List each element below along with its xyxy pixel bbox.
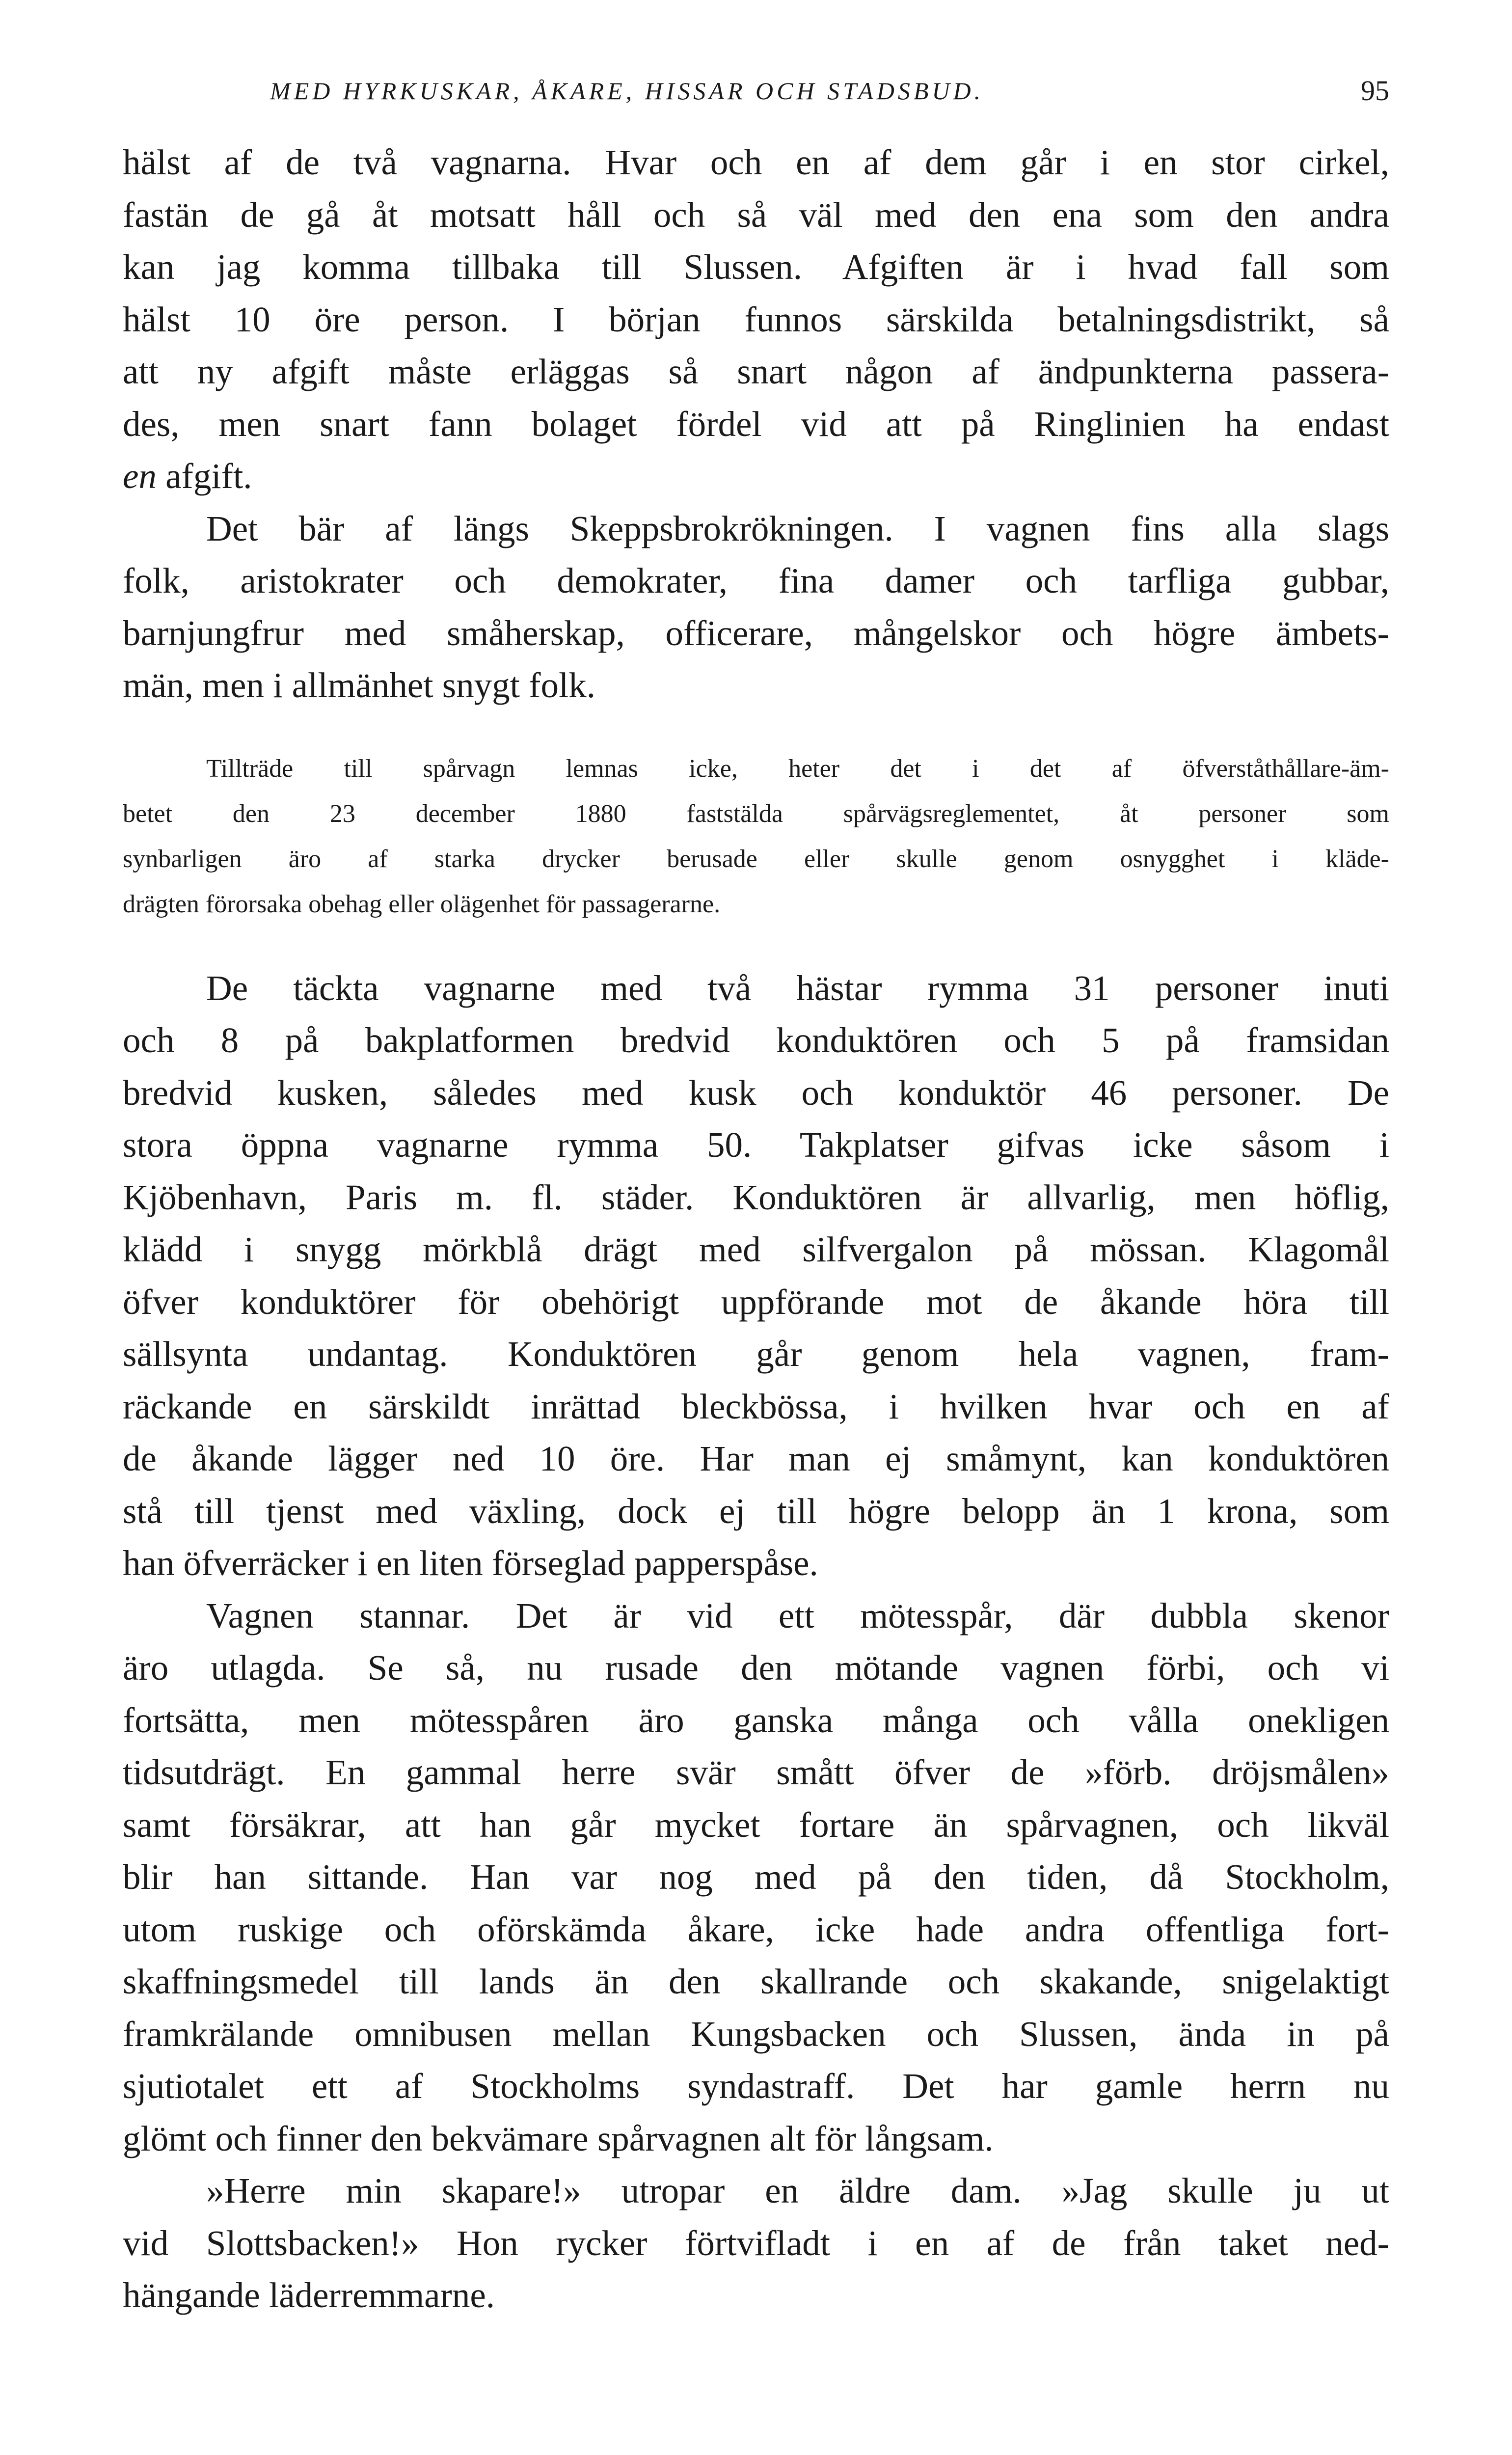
text-line: fastän de gå åt motsatt håll och så väl med den ena som den andra	[123, 194, 1389, 235]
text-line: klädd i snygg mörkblå drägt med silfvergalon på mössan. Klagomål	[123, 1229, 1389, 1269]
text-line: kan jag komma tillbaka till Slussen. Afgiften är i hvad fall som	[123, 247, 1389, 287]
note-line: betet den 23 december 1880 faststälda spårvägsreglementet, åt personer som	[123, 799, 1389, 828]
text-line: öfver konduktörer för obehörigt uppförande mot de åkande höra till	[123, 1282, 1389, 1322]
paragraph-3	[123, 962, 1389, 1590]
text-line: vid Slottsbacken!» Hon rycker förtvifladt i en af de från taket ned-	[123, 2223, 1389, 2263]
text-line: räckande en särskildt inrättad bleckbössa, i hvilken hvar och en af	[123, 1386, 1389, 1426]
paragraph-1	[123, 136, 1389, 503]
text-line: blir han sittande. Han var nog med på den tiden, då Stockholm,	[123, 1857, 1389, 1897]
text-line: att ny afgift måste erläggas så snart någon af ändpunkterna passera-	[123, 352, 1389, 391]
text-line: äro utlagda. Se så, nu rusade den mötande vagnen förbi, och vi	[123, 1648, 1389, 1688]
text-line: fortsätta, men mötesspåren äro ganska många och vålla onekligen	[123, 1700, 1389, 1740]
text-line: barnjungfrur med småherskap, officerare, mångelskor och högre ämbets-	[123, 613, 1389, 653]
text-line: tidsutdrägt. En gammal herre svär smått öfver de »förb. dröjsmålen»	[123, 1752, 1389, 1792]
text-line: hälst af de två vagnarna. Hvar och en af dem går i en stor cirkel,	[123, 142, 1389, 182]
page-number: 95	[1361, 75, 1389, 107]
text-line: och 8 på bakplatformen bredvid konduktören och 5 på framsidan	[123, 1020, 1389, 1060]
text-line: »Herre min skapare!» utropar en äldre dam. »Jag skulle ju ut	[206, 2171, 1389, 2210]
text-line: framkrälande omnibusen mellan Kungsbacken och Slussen, ända in på	[123, 2014, 1389, 2054]
text-line: samt försäkrar, att han går mycket fortare än spårvagnen, och likväl	[123, 1804, 1389, 1845]
paragraph-5	[123, 2165, 1389, 2322]
text-line: skaffningsmedel till lands än den skallrande och skakande, snigelaktigt	[123, 1962, 1389, 2001]
text-line: glömt och finner den bekvämare spårvagnen alt för långsam.	[123, 2118, 994, 2158]
text-line	[123, 450, 1389, 503]
text-line: utom ruskige och oförskämda åkare, icke hade andra offentliga fort-	[123, 1909, 1389, 1949]
text-line: Vagnen stannar. Det är vid ett mötesspår, där dubbla skenor	[206, 1595, 1389, 1636]
italic-word: en	[123, 456, 157, 496]
body-text	[123, 136, 1389, 2322]
running-head	[123, 69, 1389, 113]
note-line: drägten förorsaka obehag eller olägenhet för passagerarne.	[123, 890, 721, 918]
small-print-note	[123, 746, 1389, 927]
text-line: hälst 10 öre person. I början funnos särskilda betalningsdistrikt, så	[123, 299, 1389, 339]
text-line: sällsynta undantag. Konduktören går genom hela vagnen, fram-	[123, 1334, 1389, 1374]
note-line: synbarligen äro af starka drycker berusade eller skulle genom osnygghet i kläde-	[123, 845, 1389, 873]
paragraph-2	[123, 503, 1389, 712]
running-title: MED HYRKUSKAR, ÅKARE, HISSAR OCH STADSBUD.	[270, 77, 984, 105]
line-rest: afgift.	[156, 456, 252, 496]
note-line: Tillträde till spårvagn lemnas icke, heter det i det af öfverståthållare-äm-	[206, 754, 1389, 783]
text-line: han öfverräcker i en liten förseglad papperspåse.	[123, 1543, 818, 1583]
text-line: sjutiotalet ett af Stockholms syndastraff. Det har gamle herrn nu	[123, 2066, 1389, 2106]
text-line: män, men i allmänhet snygt folk.	[123, 665, 596, 705]
text-line: des, men snart fann bolaget fördel vid att på Ringlinien ha endast	[123, 404, 1389, 444]
text-line: folk, aristokrater och demokrater, fina damer och tarfliga gubbar,	[123, 561, 1389, 600]
text-line: de åkande lägger ned 10 öre. Har man ej småmynt, kan konduktören	[123, 1439, 1389, 1478]
paragraph-4	[123, 1590, 1389, 2165]
text-line: bredvid kusken, således med kusk och konduktör 46 personer. De	[123, 1072, 1389, 1113]
text-line: Det bär af längs Skeppsbrokrökningen. I vagnen fins alla slags	[206, 508, 1389, 548]
text-line: hängande läderremmarne.	[123, 2275, 495, 2315]
text-line: Kjöbenhavn, Paris m. fl. städer. Konduktören är allvarlig, men höflig,	[123, 1177, 1389, 1217]
text-line: stå till tjenst med växling, dock ej till högre belopp än 1 krona, som	[123, 1491, 1389, 1531]
text-line: De täckta vagnarne med två hästar rymma 31 personer inuti	[206, 968, 1389, 1008]
text-line: stora öppna vagnarne rymma 50. Takplatser gifvas icke såsom i	[123, 1125, 1389, 1165]
